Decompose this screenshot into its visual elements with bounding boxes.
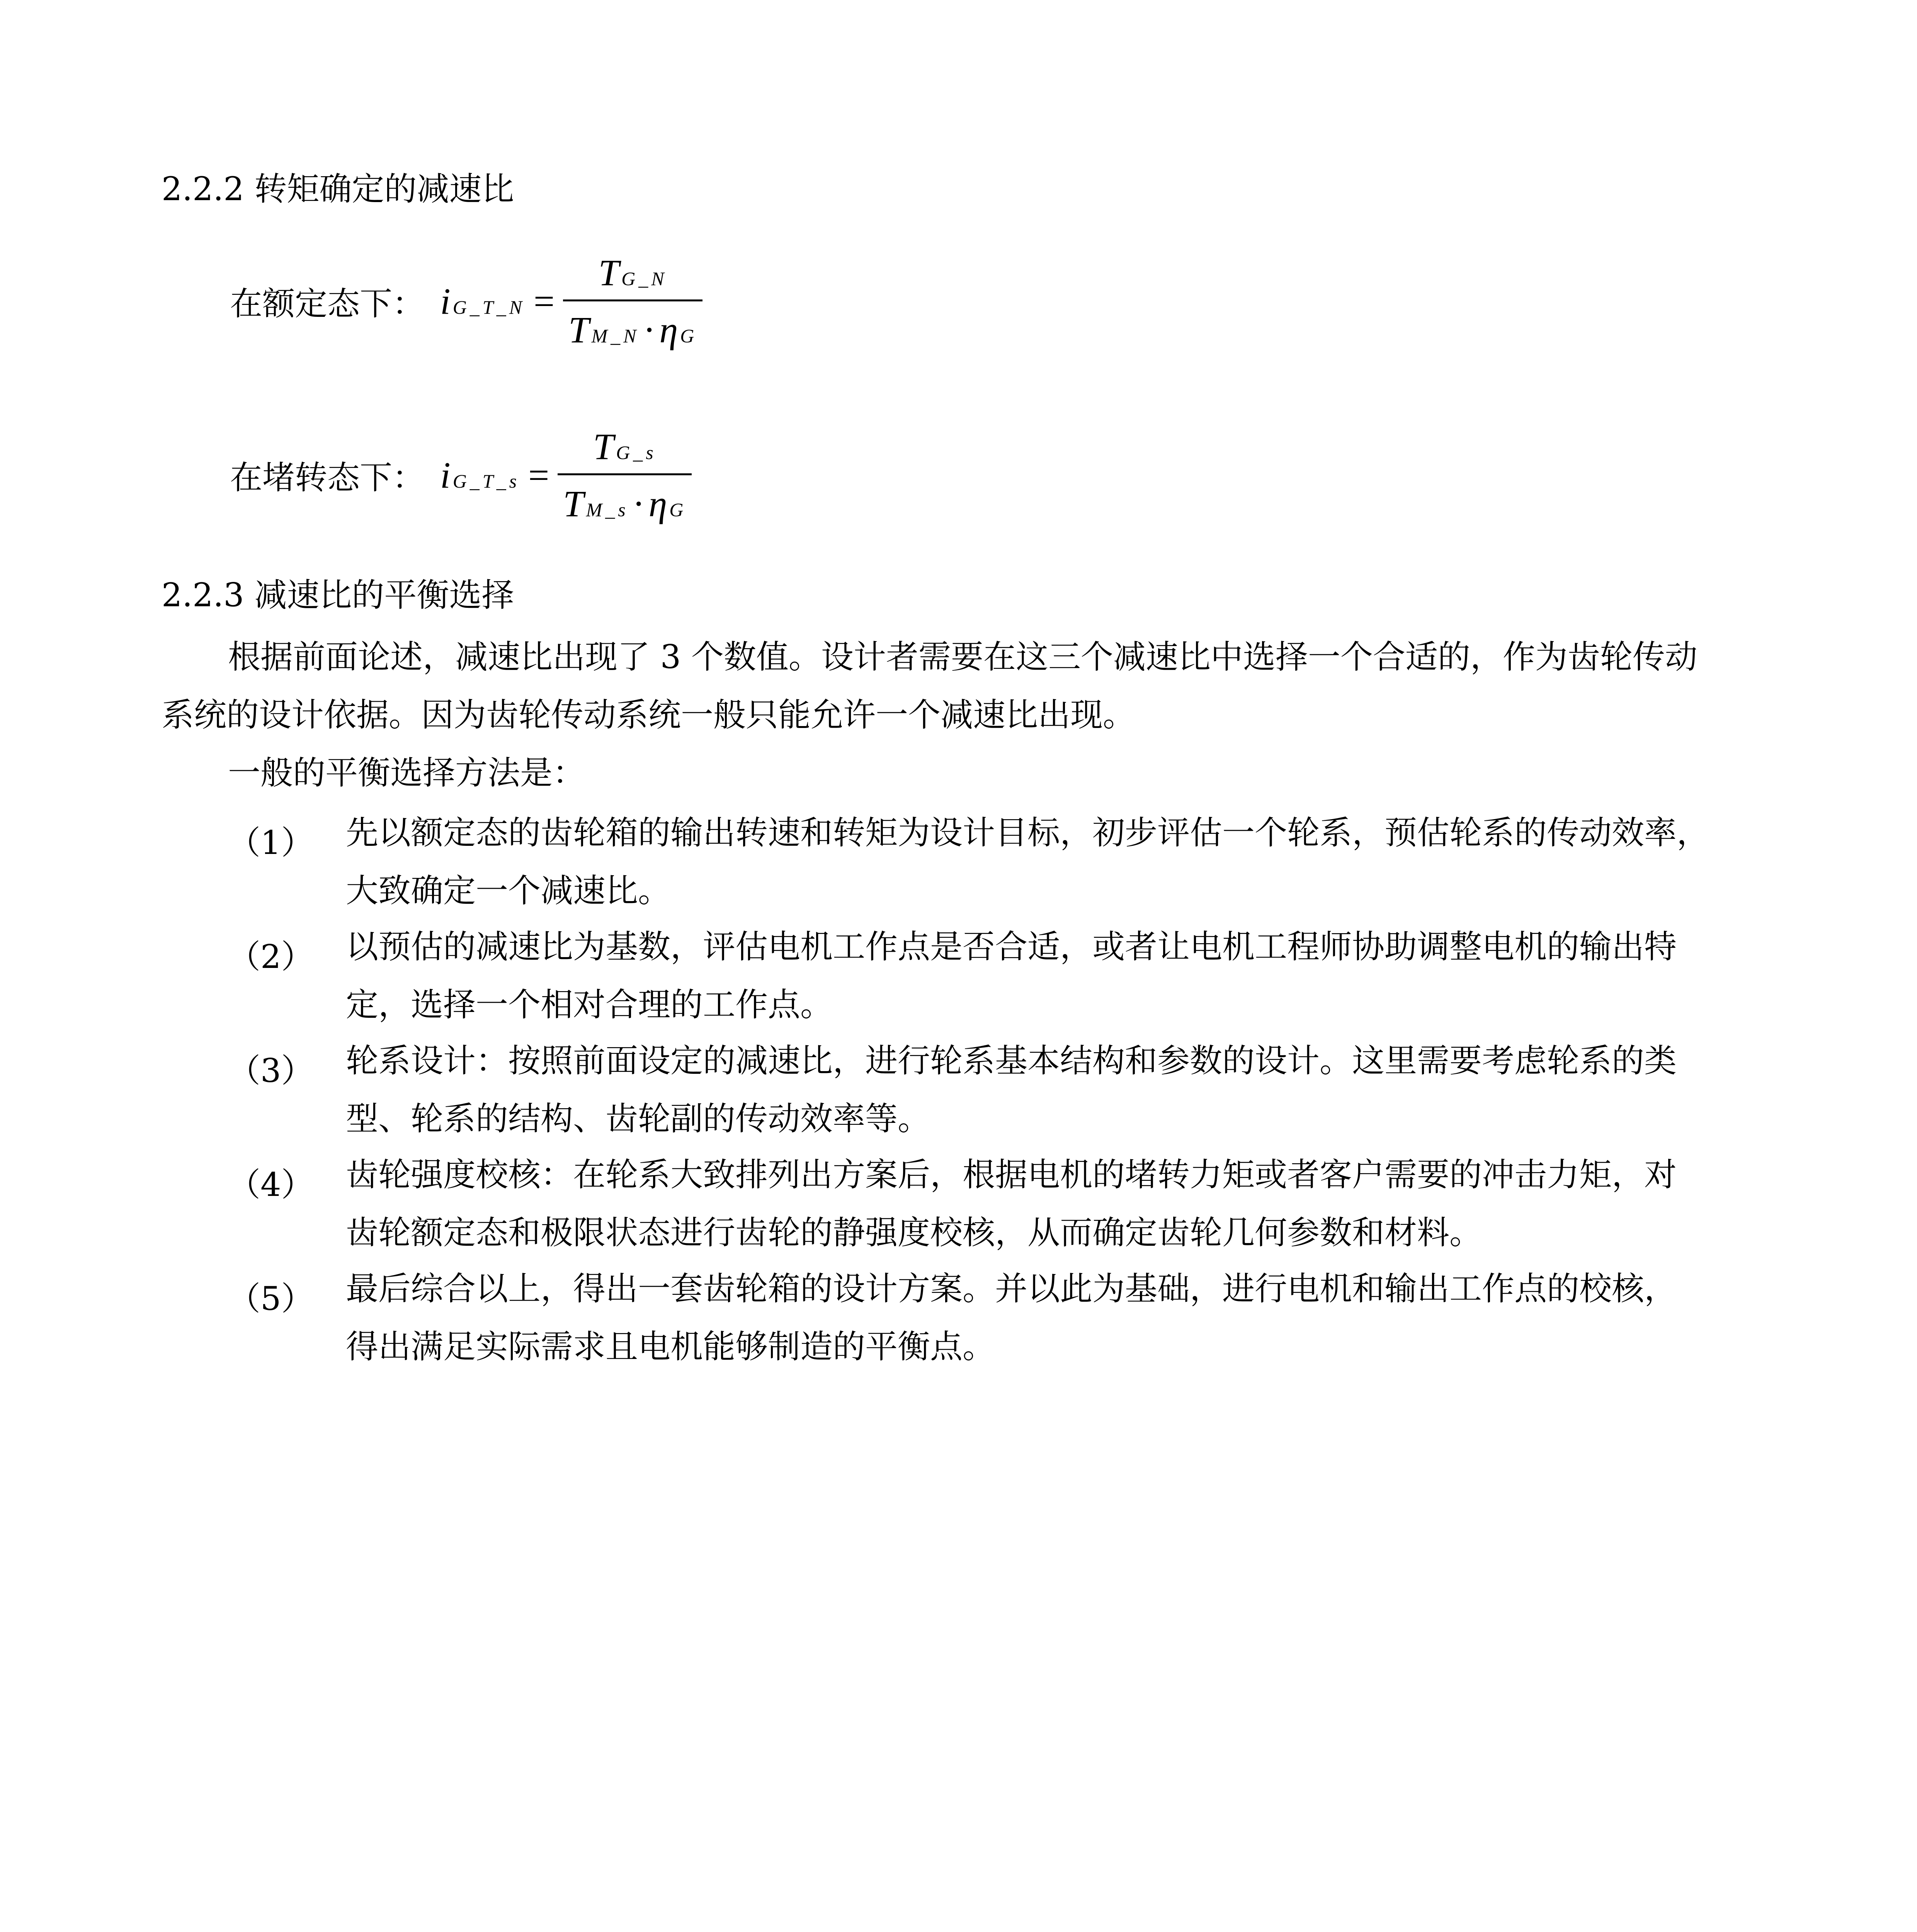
fraction-denominator bbox=[563, 308, 703, 351]
list-text-line: 型、轮系的结构、齿轮副的传动效率等。 bbox=[346, 1100, 930, 1138]
list-text-line: 以预估的减速比为基数，评估电机工作点是否合适，或者让电机工程师协助调整电机的输出特 bbox=[346, 928, 1677, 966]
fraction-stall bbox=[558, 425, 692, 525]
multiplication-dot: · bbox=[643, 309, 656, 350]
lhs-subscript: G_T_s bbox=[452, 470, 520, 492]
numerator-variable: T bbox=[593, 426, 614, 467]
list-text-line: 定，选择一个相对合理的工作点。 bbox=[346, 986, 833, 1024]
fraction-numerator bbox=[588, 425, 662, 468]
denominator-subscript-2: G bbox=[680, 325, 697, 347]
fraction-rated bbox=[563, 251, 703, 351]
denominator-variable-2: η bbox=[648, 483, 667, 524]
equation-label-stall: 在堵转态下： bbox=[230, 459, 425, 497]
section-heading-2-2-2: 2.2.2 转矩确定的减速比 bbox=[162, 170, 514, 208]
list-text-line: 轮系设计：按照前面设定的减速比，进行轮系基本结构和参数的设计。这里需要考虑轮系的类 bbox=[346, 1042, 1677, 1080]
list-text-line: 齿轮额定态和极限状态进行齿轮的静强度校核，从而确定齿轮几何参数和材料。 bbox=[346, 1214, 1482, 1252]
equation-lhs-rated bbox=[440, 280, 525, 323]
lhs-variable: i bbox=[440, 454, 451, 496]
list-text-line: 先以额定态的齿轮箱的输出转速和转矩为设计目标，初步评估一个轮系，预估轮系的传动效率， bbox=[346, 814, 1709, 852]
equation-lhs-stall bbox=[440, 454, 520, 497]
denominator-subscript-1: M_s bbox=[586, 499, 629, 520]
numerator-variable: T bbox=[598, 252, 619, 293]
list-number: （4） bbox=[228, 1166, 314, 1204]
equation-rated bbox=[230, 251, 703, 351]
section-heading-2-2-3: 2.2.3 减速比的平衡选择 bbox=[162, 576, 514, 614]
list-text-line: 大致确定一个减速比。 bbox=[346, 872, 671, 910]
list-number: （2） bbox=[228, 938, 314, 976]
list-number: （1） bbox=[228, 824, 314, 862]
numerator-subscript: G_s bbox=[616, 442, 657, 463]
equals-sign: = bbox=[533, 281, 555, 322]
denominator-subscript-1: M_N bbox=[591, 325, 640, 347]
lhs-variable: i bbox=[440, 281, 451, 322]
fraction-bar bbox=[558, 473, 692, 475]
denominator-subscript-2: G bbox=[669, 499, 687, 520]
lhs-subscript: G_T_N bbox=[452, 296, 525, 318]
fraction-denominator bbox=[558, 482, 692, 525]
equals-sign: = bbox=[528, 454, 549, 496]
list-text-line: 齿轮强度校核：在轮系大致排列出方案后，根据电机的堵转力矩或者客户需要的冲击力矩，对 bbox=[346, 1156, 1677, 1194]
paragraph-line: 系统的设计依据。因为齿轮传动系统一般只能允许一个减速比出现。 bbox=[162, 696, 1136, 734]
denominator-variable-2: η bbox=[659, 309, 678, 350]
fraction-bar bbox=[563, 299, 703, 301]
list-number: （5） bbox=[228, 1280, 314, 1318]
equation-label-rated: 在额定态下： bbox=[230, 285, 425, 323]
list-text-line: 得出满足实际需求且电机能够制造的平衡点。 bbox=[346, 1328, 995, 1366]
list-text-line: 最后综合以上，得出一套齿轮箱的设计方案。并以此为基础，进行电机和输出工作点的校核， bbox=[346, 1270, 1677, 1308]
equation-stall bbox=[230, 425, 692, 525]
numerator-subscript: G_N bbox=[621, 268, 667, 289]
denominator-variable-1: T bbox=[563, 483, 584, 524]
paragraph-line: 一般的平衡选择方法是： bbox=[228, 754, 585, 792]
multiplication-dot: · bbox=[632, 483, 645, 524]
paragraph-line: 根据前面论述，减速比出现了 3 个数值。设计者需要在这三个减速比中选择一个合适的，作为齿轮传动 bbox=[228, 638, 1698, 676]
denominator-variable-1: T bbox=[568, 309, 589, 350]
list-number: （3） bbox=[228, 1052, 314, 1090]
fraction-numerator bbox=[593, 251, 673, 294]
